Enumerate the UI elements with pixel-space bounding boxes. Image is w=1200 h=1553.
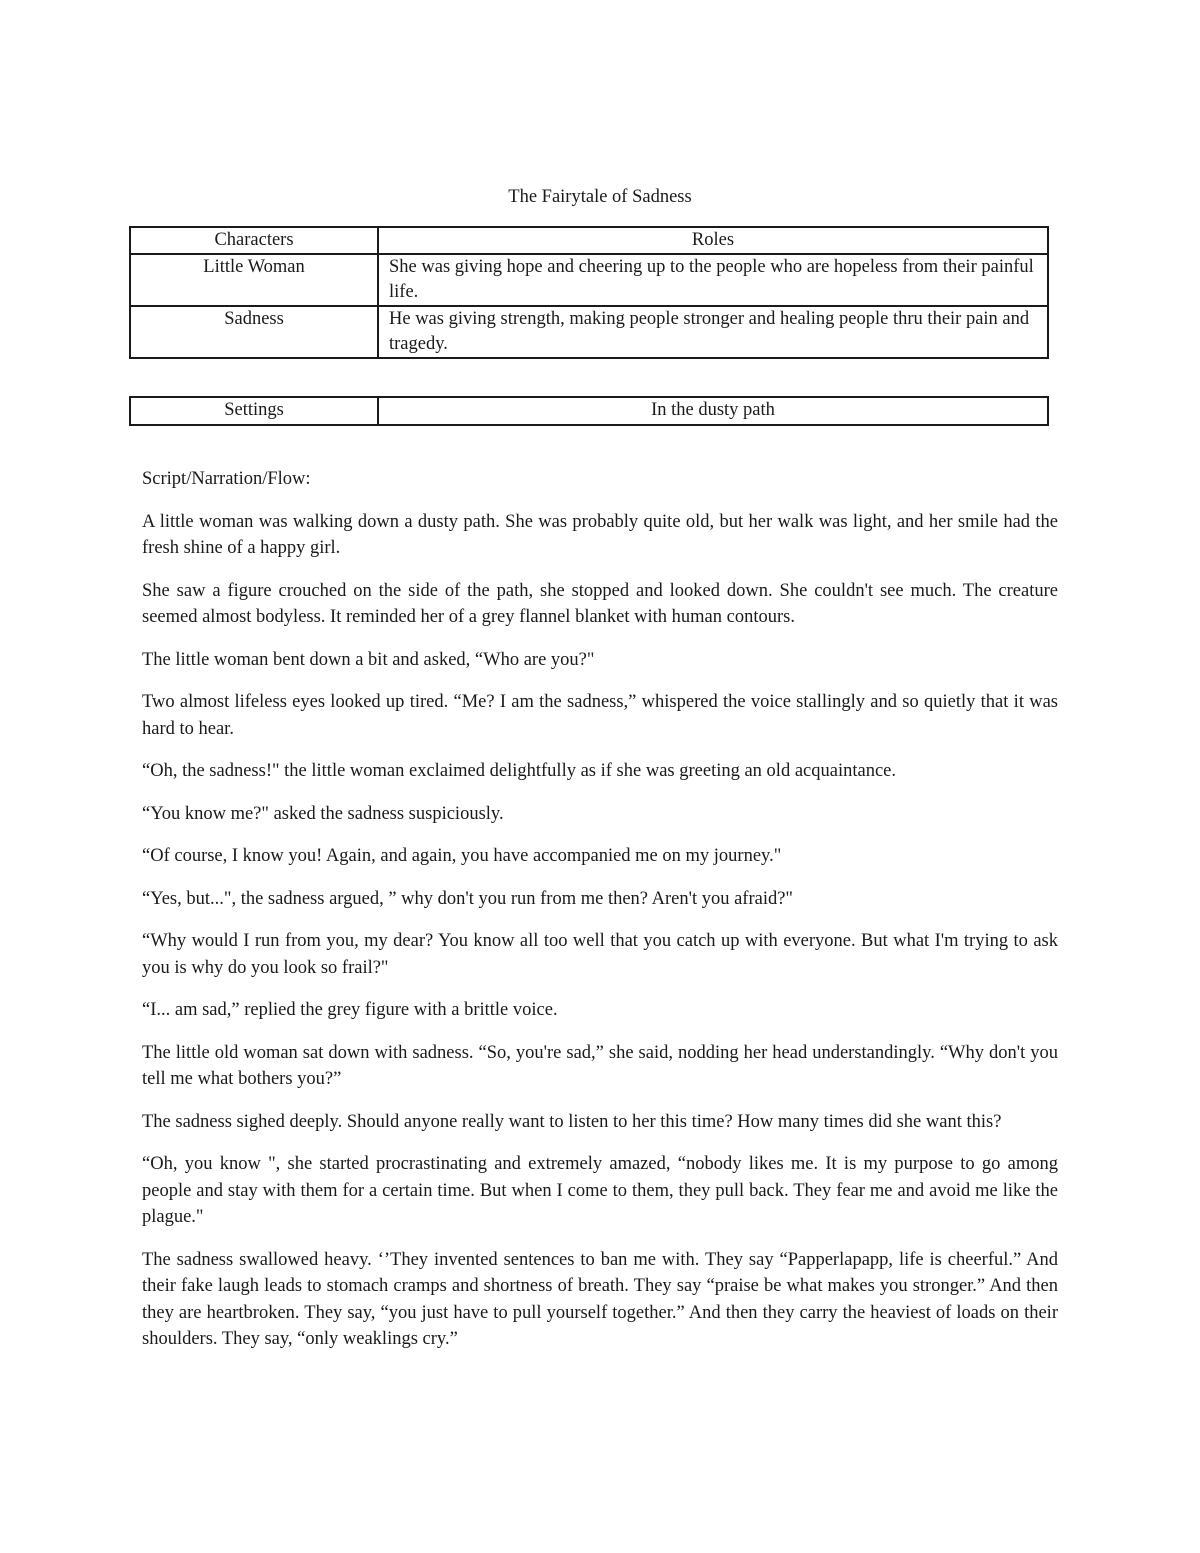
- settings-label: Settings: [130, 397, 378, 425]
- character-role: He was giving strength, making people stronger and healing people thru their pain and tragedy.: [378, 306, 1048, 358]
- character-name: Little Woman: [130, 254, 378, 306]
- character-name: Sadness: [130, 306, 378, 358]
- characters-table: [129, 226, 1049, 359]
- settings-value: In the dusty path: [378, 397, 1048, 425]
- table-row: [130, 306, 1048, 358]
- character-role: She was giving hope and cheering up to the people who are hopeless from their painful life.: [378, 254, 1048, 306]
- paragraph: “Oh, you know ", she started procrastinating and extremely amazed, “nobody likes me. It is my purpose to go among people and stay with them for a certain time. But when I come to them, they pull back. They fear me and avoid me like the plague.": [142, 1154, 1058, 1227]
- table-header-row: [130, 227, 1048, 254]
- paragraph: “You know me?" asked the sadness suspiciously.: [142, 803, 504, 824]
- document-title: The Fairytale of Sadness: [508, 187, 692, 207]
- paragraph: “I... am sad,” replied the grey figure with a brittle voice.: [142, 1000, 558, 1020]
- table-row: [130, 254, 1048, 306]
- script-body: [142, 466, 1058, 1369]
- table-row: [130, 397, 1048, 425]
- paragraph: The little woman bent down a bit and asked, “Who are you?": [142, 649, 595, 670]
- paragraph: The sadness swallowed heavy. ‘’They invented sentences to ban me with. They say “Papperlapapp, life is cheerful.” And their fake laugh leads to stomach cramps and shortness of breath. They say “praise be what makes you stronger.” And then they are heartbroken. They say, “you just have to pull yourself together.” And then they carry the heaviest of loads on their shoulders. They say, “only weaklings cry.”: [142, 1249, 1058, 1349]
- paragraph: She saw a figure crouched on the side of the path, she stopped and looked down. She couldn't see much. The creature seemed almost bodyless. It reminded her of a grey flannel blanket with human contours.: [142, 580, 1058, 627]
- paragraph: “Why would I run from you, my dear? You know all too well that you catch up with everyone. But what I'm trying to ask you is why do you look so frail?": [142, 931, 1058, 978]
- paragraph: Two almost lifeless eyes looked up tired. “Me? I am the sadness,” whispered the voice stallingly and so quietly that it was hard to hear.: [142, 692, 1058, 739]
- script-heading: Script/Narration/Flow:: [142, 469, 311, 489]
- paragraph: “Oh, the sadness!" the little woman exclaimed delightfully as if she was greeting an old acquaintance.: [142, 761, 896, 781]
- settings-table: [129, 396, 1049, 426]
- paragraph: “Yes, but...", the sadness argued, ” why don't you run from me then? Aren't you afraid?": [142, 888, 793, 909]
- paragraph: The sadness sighed deeply. Should anyone really want to listen to her this time? How many times did she want this?: [142, 1111, 1002, 1132]
- header-characters: Characters: [130, 227, 378, 254]
- paragraph: “Of course, I know you! Again, and again, you have accompanied me on my journey.": [142, 846, 782, 866]
- paragraph: A little woman was walking down a dusty path. She was probably quite old, but her walk was light, and her smile had the fresh shine of a happy girl.: [142, 511, 1058, 558]
- header-roles: Roles: [378, 227, 1048, 254]
- paragraph: The little old woman sat down with sadness. “So, you're sad,” she said, nodding her head understandingly. “Why don't you tell me what bothers you?”: [142, 1042, 1058, 1089]
